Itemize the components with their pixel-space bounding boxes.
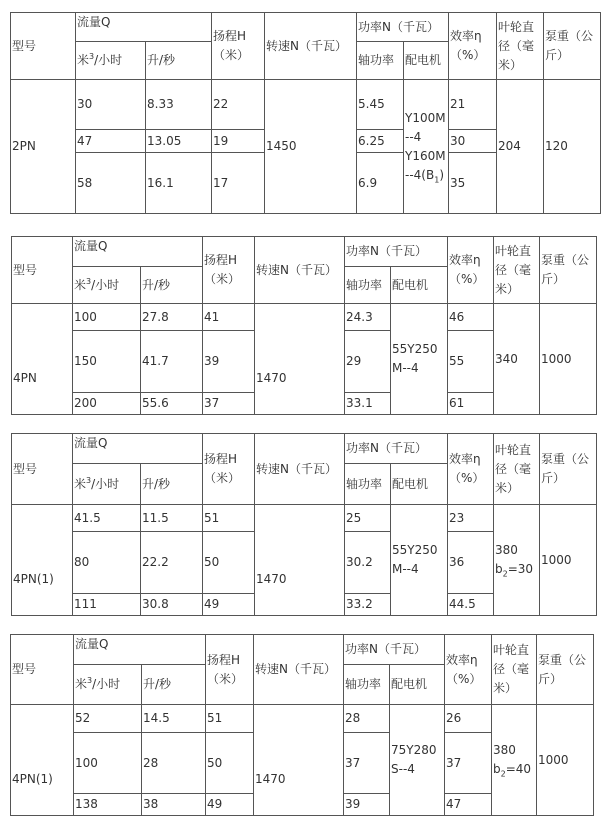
pump-spec-table-4pn1-b [10,634,594,816]
motor-line-1: Y100M--4 [405,110,446,144]
header-impeller: 叶轮直径（毫米） [494,434,540,505]
cell-power: 24.3 [345,304,391,331]
cell-head: 41 [203,304,255,331]
pump-spec-table-2pn [10,12,601,214]
header-flow: 流量Q [73,434,203,464]
cell-head: 49 [206,794,254,816]
header-impeller: 叶轮直径（毫米） [497,13,544,80]
cell-head: 50 [206,733,254,794]
cell-weight: 1000 [537,705,594,816]
header-motor: 配电机 [391,267,448,304]
cell-flow-ls: 30.8 [141,594,203,616]
cell-speed: 1470 [254,705,344,816]
cell-flow-m3: 111 [73,594,141,616]
cell-power: 33.2 [345,594,391,616]
cell-power: 6.9 [357,153,404,214]
cell-flow-m3: 47 [76,130,146,153]
header-flow: 流量Q [73,237,203,267]
header-motor: 配电机 [404,42,449,80]
cell-weight: 120 [544,80,601,214]
cell-impeller [494,505,540,616]
cell-flow-ls: 41.7 [141,331,203,393]
impeller-b-sub: 2 [500,769,506,779]
cell-flow-m3: 150 [73,331,141,393]
cell-flow-m3: 100 [74,733,142,794]
header-flow-m3 [76,42,146,80]
cell-power: 33.1 [345,393,391,415]
pump-spec-table-4pn [11,236,597,415]
impeller-b-value: =40 [505,762,532,776]
header-head: 扬程H（米） [203,434,255,505]
header-weight: 泵重（公斤） [540,434,597,505]
motor2-text: Y160M--4(B [405,148,446,182]
cell-speed: 1470 [255,304,345,415]
impeller-width [495,560,538,579]
cell-flow-m3: 30 [76,80,146,130]
cell-power: 29 [345,331,391,393]
impeller-diameter: 380 [493,743,516,757]
cell-flow-m3: 138 [74,794,142,816]
header-speed: 转速N（千瓦） [265,13,357,80]
cell-head: 51 [203,505,255,532]
cell-flow-ls: 16.1 [146,153,212,214]
header-shaft-power: 轴功率 [345,267,391,304]
cell-power: 25 [345,505,391,532]
cell-power: 5.45 [357,80,404,130]
cell-flow-ls: 13.05 [146,130,212,153]
header-head: 扬程H（米） [203,237,255,304]
header-model: 型号 [12,237,73,304]
unit-m: 米 [74,277,87,292]
cell-efficiency: 47 [445,794,492,816]
header-motor: 配电机 [390,665,445,705]
header-model: 型号 [12,434,73,505]
header-flow-ls: 升/秒 [141,267,203,304]
impeller-width [493,760,535,779]
header-speed: 转速N（千瓦） [255,434,345,505]
cell-power: 37 [344,733,390,794]
cell-power: 39 [344,794,390,816]
cell-flow-m3: 52 [74,705,142,733]
cell-efficiency: 23 [448,505,494,532]
cell-head: 37 [203,393,255,415]
cell-head: 19 [212,130,265,153]
header-shaft-power: 轴功率 [357,42,404,80]
cell-model: 4PN(1) [11,705,74,816]
header-efficiency: 效率η（%） [448,434,494,505]
cell-flow-ls: 28 [142,733,206,794]
unit-per-hour: /小时 [91,476,120,491]
header-power: 功率N（千瓦） [344,635,445,665]
cell-efficiency: 46 [448,304,494,331]
cell-model: 4PN [12,304,73,415]
cell-efficiency: 35 [449,153,497,214]
header-impeller: 叶轮直径（毫米） [492,635,537,705]
header-flow-ls: 升/秒 [142,665,206,705]
header-power: 功率N（千瓦） [345,237,448,267]
header-flow-ls: 升/秒 [146,42,212,80]
cell-head: 49 [203,594,255,616]
cell-flow-ls: 8.33 [146,80,212,130]
header-flow: 流量Q [76,13,212,42]
cell-model: 4PN(1) [12,505,73,616]
cell-flow-ls: 55.6 [141,393,203,415]
impeller-diameter: 380 [495,543,518,557]
header-weight: 泵重（公斤） [540,237,597,304]
unit-exp: 3 [86,475,92,485]
header-flow-m3 [73,464,141,505]
impeller-b: b [495,562,503,576]
cell-power: 28 [344,705,390,733]
cell-head: 22 [212,80,265,130]
cell-speed: 1450 [265,80,357,214]
cell-flow-m3: 41.5 [73,505,141,532]
header-power: 功率N（千瓦） [357,13,449,42]
header-flow-ls: 升/秒 [141,464,203,505]
unit-per-hour: /小时 [92,677,121,691]
header-speed: 转速N（千瓦） [254,635,344,705]
cell-impeller [492,705,537,816]
impeller-b-sub: 2 [502,569,508,579]
header-shaft-power: 轴功率 [345,464,391,505]
header-head: 扬程H（米） [206,635,254,705]
header-efficiency: 效率η（%） [448,237,494,304]
header-efficiency: 效率η（%） [445,635,492,705]
header-flow: 流量Q [74,635,206,665]
unit-exp: 3 [86,276,92,286]
unit-m: 米 [75,677,88,691]
cell-efficiency: 44.5 [448,594,494,616]
cell-weight: 1000 [540,304,597,415]
cell-motor [404,80,449,214]
cell-efficiency: 37 [445,733,492,794]
unit-exp: 3 [89,52,95,61]
pump-spec-table-4pn1-a [11,433,597,616]
cell-impeller: 340 [494,304,540,415]
cell-power: 30.2 [345,532,391,594]
cell-flow-m3: 80 [73,532,141,594]
cell-flow-ls: 38 [142,794,206,816]
cell-impeller: 204 [497,80,544,214]
motor-line-2 [405,147,447,185]
cell-head: 39 [203,331,255,393]
cell-power: 6.25 [357,130,404,153]
unit-exp: 3 [87,676,93,685]
unit-per-hour: /小时 [91,277,120,292]
header-speed: 转速N（千瓦） [255,237,345,304]
cell-head: 50 [203,532,255,594]
cell-head: 51 [206,705,254,733]
cell-flow-m3: 100 [73,304,141,331]
header-shaft-power: 轴功率 [344,665,390,705]
cell-motor: 75Y280S--4 [390,705,445,816]
motor2-sub: 1 [434,174,440,184]
cell-flow-m3: 58 [76,153,146,214]
cell-efficiency: 26 [445,705,492,733]
header-impeller: 叶轮直径（毫米） [494,237,540,304]
header-head: 扬程H（米） [212,13,265,80]
cell-flow-m3: 200 [73,393,141,415]
cell-model: 2PN [11,80,76,214]
cell-speed: 1470 [255,505,345,616]
cell-flow-ls: 14.5 [142,705,206,733]
cell-flow-ls: 22.2 [141,532,203,594]
cell-efficiency: 55 [448,331,494,393]
motor2-tail: ) [439,167,444,182]
cell-efficiency: 61 [448,393,494,415]
header-weight: 泵重（公斤） [544,13,601,80]
header-flow-m3 [73,267,141,304]
header-model: 型号 [11,13,76,80]
cell-motor: 55Y250M--4 [391,304,448,415]
impeller-b: b [493,762,501,776]
cell-efficiency: 21 [449,80,497,130]
unit-per-hour: /小时 [94,53,123,67]
header-power: 功率N（千瓦） [345,434,448,464]
header-flow-m3 [74,665,142,705]
header-motor: 配电机 [391,464,448,505]
cell-efficiency: 30 [449,130,497,153]
impeller-b-value: =30 [507,562,534,576]
cell-head: 17 [212,153,265,214]
cell-flow-ls: 27.8 [141,304,203,331]
header-weight: 泵重（公斤） [537,635,594,705]
unit-m: 米 [77,53,90,67]
header-efficiency: 效率η（%） [449,13,497,80]
header-model: 型号 [11,635,74,705]
unit-m: 米 [74,476,87,491]
cell-flow-ls: 11.5 [141,505,203,532]
cell-motor: 55Y250M--4 [391,505,448,616]
cell-weight: 1000 [540,505,597,616]
cell-efficiency: 36 [448,532,494,594]
